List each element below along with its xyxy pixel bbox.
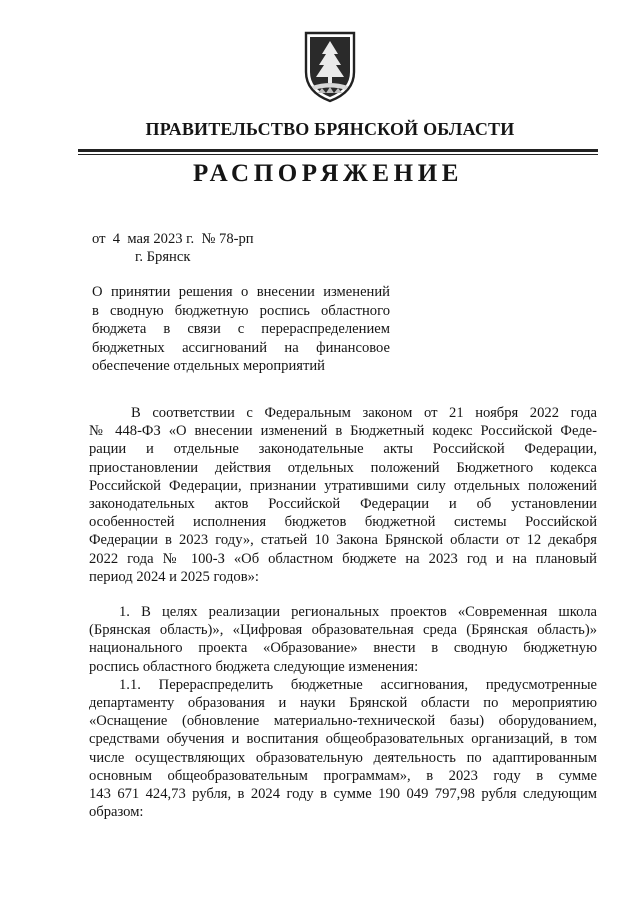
preamble-line: № 448-ФЗ «О внесении изменений в Бюджетный кодекс Российской Феде- <box>89 423 597 440</box>
item-1-1-line: средствами обучения и воспитания общеобразовательных организаций, в том <box>89 731 597 748</box>
subject-line: бюджетных ассигнований на финансовое <box>92 339 390 356</box>
item-1-1-line: «Оснащение (обновление материально-технической базы) оборудованием, <box>89 713 597 730</box>
item-1-line: 1. В целях реализации региональных проектов «Современная школа <box>119 604 597 621</box>
document-type: РАСПОРЯЖЕНИЕ <box>192 160 464 187</box>
item-1-1-line: основным общеобразовательным программам», в 2023 году в сумме <box>89 767 597 784</box>
subject-line: О принятии решения о внесении изменений <box>92 284 390 300</box>
item-1-1-line: 1.1. Перераспределить бюджетные ассигнования, предусмотренные <box>119 676 597 693</box>
subject-line: в сводную бюджетную роспись областного <box>92 302 390 319</box>
city-line: г. Брянск <box>135 249 191 265</box>
item-1-line: роспись областного бюджета следующие изменения: <box>89 658 419 675</box>
subject-block <box>92 283 390 376</box>
coat-of-arms-emblem <box>302 30 358 104</box>
date-number-line: от 4 мая 2023 г. № 78-рп <box>92 231 254 247</box>
preamble-line: особенностей исполнения бюджетов бюджетной системы Российской <box>89 514 597 531</box>
item-1-1-line: числе осуществляющих образовательную деятельность по адаптированным <box>89 749 597 766</box>
government-title: ПРАВИТЕЛЬСТВО БРЯНСКОЙ ОБЛАСТИ <box>145 119 515 139</box>
header-rule-thick <box>78 149 598 152</box>
preamble-line: рации и отдельные законодательные акты Российской Федерации, <box>89 441 597 458</box>
subject-line: обеспечение отдельных мероприятий <box>92 358 325 374</box>
item-1-line: (Брянская область)», «Цифровая образовательная среда (Брянская область)» <box>89 622 597 639</box>
item-1-1-line: 143 671 424,73 рубля, в 2024 году в сумме 190 049 797,98 рубля следующим <box>89 786 597 803</box>
preamble-line: законодательных актов Российской Федерации и об установлении <box>89 496 597 513</box>
preamble-line: Российской Федерации, признании утратившими силу отдельных положений <box>89 477 597 494</box>
preamble-line: 2022 года № 100-З «Об областном бюджете на 2023 год и на плановый <box>89 550 597 567</box>
preamble-line: В соответствии с Федеральным законом от 21 ноября 2022 года <box>131 405 597 421</box>
preamble-line: приостановлении действия отдельных положений Бюджетного кодекса <box>89 459 597 476</box>
preamble-line: Федерации в 2023 году», статьей 10 Закона Брянской области от 12 декабря <box>89 532 597 549</box>
item-1-line: национального проекта «Образование» внести в сводную бюджетную <box>89 640 597 657</box>
preamble-line: период 2024 и 2025 годов»: <box>89 568 259 585</box>
item-1-1-line: департаменту образования и науки Брянской области по мероприятию <box>89 695 597 712</box>
header-rule-thin <box>78 154 598 155</box>
item-1-1-line: образом: <box>89 804 144 821</box>
subject-line: бюджета в связи с перераспределением <box>92 321 390 337</box>
document-body <box>89 404 597 821</box>
